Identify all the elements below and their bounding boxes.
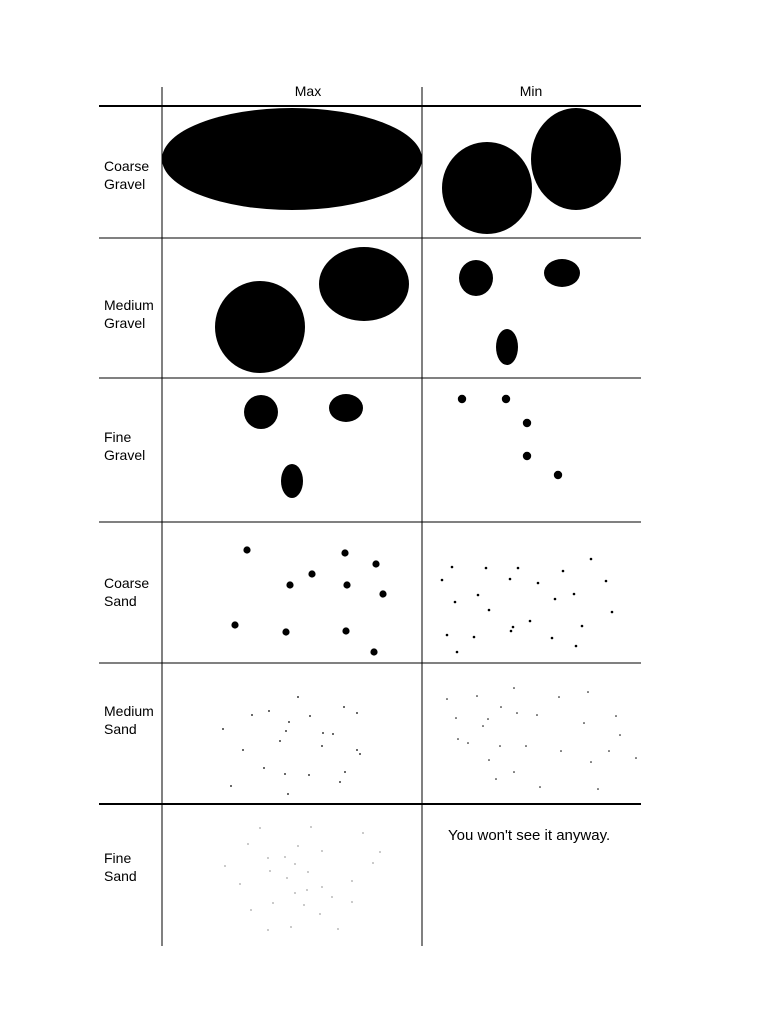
row-label-line: Medium [104,297,154,313]
row-label-line: Coarse [104,158,150,174]
fine-sand-min-note: You won't see it anyway. [448,827,611,844]
row-label-line: Gravel [104,315,146,331]
row-label-medium-gravel [104,296,154,332]
row-label-coarse-gravel [104,157,149,193]
row-label-medium-sand [104,702,154,738]
row-label-line: Sand [104,721,137,737]
row-label-fine-sand [104,849,137,885]
row-label-line: Fine [104,429,132,445]
row-label-fine-gravel [104,428,145,464]
row-label-line: Medium [104,703,154,719]
row-label-line: Fine [104,850,132,866]
column-header-min: Min [519,83,543,99]
column-header-max: Max [294,83,322,99]
row-label-line: Sand [104,868,137,884]
row-label-line: Gravel [104,447,146,463]
row-label-line: Gravel [104,176,146,192]
row-label-coarse-sand [104,574,149,610]
row-label-line: Sand [104,593,137,609]
row-label-line: Coarse [104,575,150,591]
